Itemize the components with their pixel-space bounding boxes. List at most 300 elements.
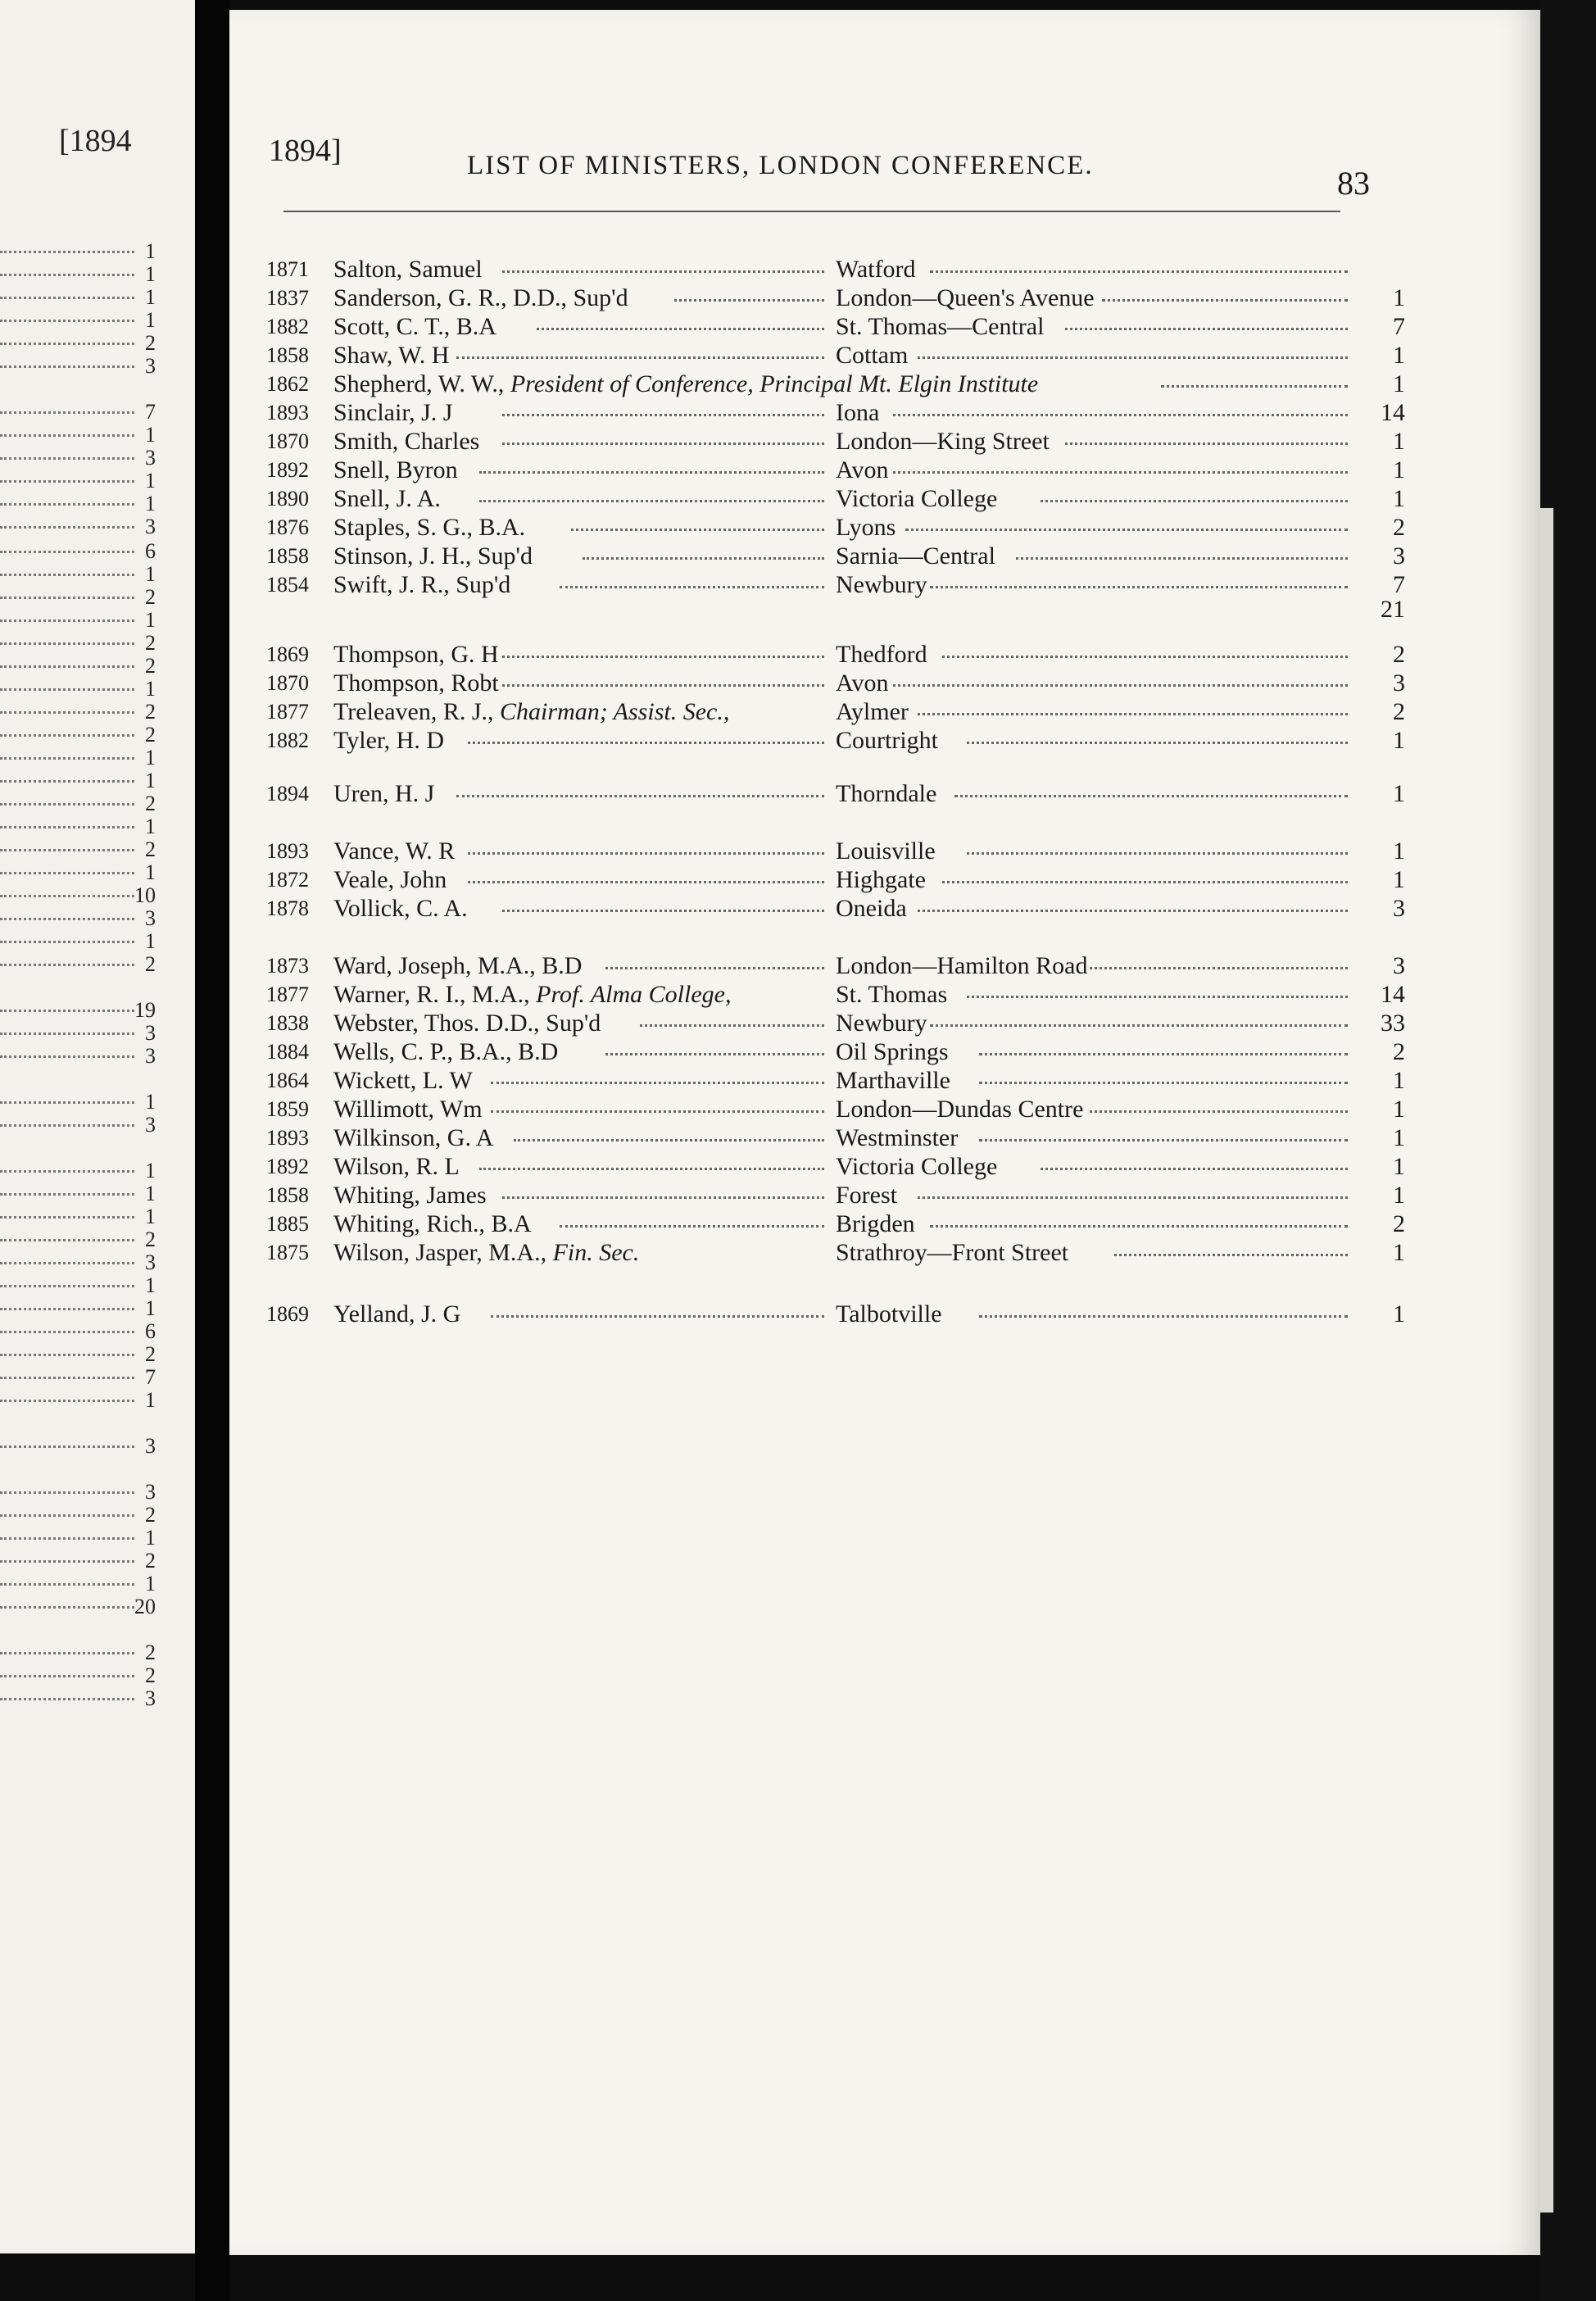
left-page-number: 1	[145, 285, 156, 309]
left-page-number: 2	[145, 1663, 156, 1687]
appointment: London—Queen's Avenue	[836, 284, 1095, 311]
minister-name: Yelland, J. G	[333, 1300, 461, 1328]
leader-dots	[0, 411, 134, 414]
leader-dots	[954, 795, 1348, 797]
left-page-row	[0, 1113, 156, 1137]
years-count: 3	[1393, 542, 1405, 570]
leader-dots	[0, 1675, 134, 1677]
leader-dots	[967, 742, 1348, 744]
left-page-row	[0, 285, 156, 310]
leader-dots	[0, 941, 134, 943]
leader-dots	[1041, 500, 1348, 502]
left-page-row	[0, 492, 156, 516]
years-count: 1	[1393, 1182, 1405, 1209]
minister-entry	[266, 399, 1405, 427]
entry-year: 1877	[266, 700, 309, 724]
appointment: St. Thomas—Central	[836, 313, 1045, 340]
leader-dots	[930, 1024, 1348, 1027]
left-page-number: 1	[145, 562, 156, 586]
left-page-number: 3	[145, 1021, 156, 1045]
minister-entry	[266, 370, 1405, 398]
left-page-number: 2	[145, 631, 156, 655]
leader-dots	[0, 1446, 134, 1448]
left-page-row	[0, 1663, 156, 1688]
left-page-row	[0, 837, 156, 862]
minister-entry	[266, 571, 1405, 599]
minister-name: Staples, S. G., B.A.	[333, 514, 526, 541]
left-page-row	[0, 1205, 156, 1229]
leader-dots	[0, 780, 134, 783]
minister-name: Thompson, G. H	[333, 641, 499, 668]
left-page-row	[0, 1526, 156, 1550]
minister-entry	[266, 456, 1405, 484]
book-gutter	[195, 0, 229, 2301]
left-page-row	[0, 677, 156, 701]
left-page-row	[0, 262, 156, 287]
left-page-row	[0, 998, 156, 1023]
entry-year: 1838	[266, 1011, 309, 1035]
leader-dots	[0, 1606, 134, 1609]
minister-entry	[266, 1124, 1405, 1152]
left-page-row	[0, 1090, 156, 1114]
leader-dots	[0, 480, 134, 483]
leader-dots	[979, 1082, 1348, 1084]
appointment: Avon	[836, 669, 889, 697]
left-page-number: 10	[134, 883, 156, 907]
years-count: 1	[1393, 866, 1405, 893]
leader-dots	[0, 1170, 134, 1173]
minister-name: Wilkinson, G. A	[333, 1124, 494, 1151]
minister-name: Stinson, J. H., Sup'd	[333, 542, 533, 570]
minister-name: Willimott, Wm	[333, 1096, 483, 1123]
left-page-number: 2	[145, 654, 156, 678]
minister-name: Sanderson, G. R., D.D., Sup'd	[333, 284, 628, 311]
left-page-row	[0, 239, 156, 264]
leader-dots	[1102, 299, 1348, 302]
leader-dots	[502, 910, 824, 912]
left-page-row	[0, 1480, 156, 1504]
leader-dots	[930, 586, 1348, 588]
leader-dots	[0, 1331, 134, 1333]
leader-dots	[0, 1537, 134, 1540]
minister-name: Ward, Joseph, M.A., B.D	[333, 952, 583, 979]
left-page-row	[0, 1365, 156, 1390]
header-rule	[283, 211, 1340, 212]
appointment: Westminster	[836, 1124, 959, 1151]
minister-name: Salton, Samuel	[333, 256, 483, 283]
entry-year: 1870	[266, 671, 309, 695]
left-page-number: 1	[145, 1182, 156, 1205]
left-page-row	[0, 1159, 156, 1183]
years-count: 1	[1393, 1153, 1405, 1180]
minister-name: Snell, J. A.	[333, 485, 441, 512]
leader-dots	[0, 343, 134, 345]
entry-year: 1859	[266, 1097, 309, 1121]
entry-year: 1869	[266, 1302, 309, 1326]
minister-name: Warner, R. I., M.A.,	[333, 981, 537, 1008]
entry-year: 1892	[266, 458, 309, 482]
minister-name: Veale, John	[333, 866, 447, 893]
left-page-number: 7	[145, 1365, 156, 1389]
left-page-number: 1	[145, 1526, 156, 1550]
leader-dots	[0, 849, 134, 851]
leader-dots	[979, 1315, 1348, 1318]
left-page-number: 1	[145, 815, 156, 838]
entry-year: 1837	[266, 286, 309, 310]
minister-entry	[266, 1300, 1405, 1328]
leader-dots	[893, 471, 1348, 474]
years-count: 1	[1393, 370, 1405, 397]
entry-year: 1854	[266, 573, 309, 597]
left-page-number: 3	[145, 906, 156, 930]
left-page-number: 1	[145, 1205, 156, 1228]
years-count: 3	[1393, 952, 1405, 979]
left-page-row	[0, 1319, 156, 1344]
left-page-row	[0, 1388, 156, 1413]
minister-name: Wilson, R. L	[333, 1153, 460, 1180]
left-page-number: 3	[145, 446, 156, 470]
leader-dots	[0, 1354, 134, 1356]
left-page-number: 3	[145, 1480, 156, 1504]
entry-year: 1873	[266, 954, 309, 978]
minister-name-wrap	[333, 981, 732, 1009]
left-page-number: 3	[145, 1434, 156, 1458]
leader-dots	[1090, 967, 1348, 969]
entry-year: 1890	[266, 487, 309, 511]
leader-dots	[491, 1110, 824, 1113]
left-page-number: 1	[145, 423, 156, 447]
left-page-number: 19	[134, 998, 156, 1022]
appointment: Thorndale	[836, 780, 937, 807]
left-page-number: 2	[145, 585, 156, 609]
main-page	[229, 10, 1540, 2255]
entry-year: 1872	[266, 868, 309, 892]
left-page-row	[0, 631, 156, 656]
minister-name: Shaw, W. H	[333, 342, 450, 369]
left-page-row	[0, 469, 156, 493]
entry-year: 1894	[266, 782, 309, 806]
years-count: 1	[1393, 342, 1405, 369]
appointment: Newbury	[836, 571, 927, 598]
entry-year: 1882	[266, 315, 309, 338]
leader-dots	[0, 1377, 134, 1379]
left-page-row	[0, 1434, 156, 1459]
minister-entry	[266, 1067, 1405, 1095]
leader-dots	[0, 1216, 134, 1219]
leader-dots	[1016, 557, 1348, 560]
entry-year: 1877	[266, 983, 309, 1006]
entry-year: 1893	[266, 1126, 309, 1150]
minister-role: Chairman; Assist. Sec.,	[500, 698, 730, 725]
leader-dots	[0, 1193, 134, 1196]
right-page-edge	[1540, 0, 1596, 2301]
years-count: 7	[1393, 313, 1405, 340]
minister-entry	[266, 313, 1405, 341]
leader-dots	[560, 586, 824, 588]
minister-entry	[266, 1038, 1405, 1066]
appointment: Strathroy—Front Street	[836, 1239, 1069, 1266]
leader-dots	[0, 620, 134, 622]
leader-dots	[930, 1225, 1348, 1228]
minister-name: Scott, C. T., B.A	[333, 313, 496, 340]
leader-dots	[560, 1225, 824, 1228]
minister-entry	[266, 727, 1405, 755]
left-page-row	[0, 331, 156, 356]
leader-dots	[967, 852, 1348, 855]
years-count: 1	[1393, 1239, 1405, 1266]
minister-entry	[266, 698, 1405, 726]
left-page-row	[0, 1342, 156, 1367]
page-title: LIST OF MINISTERS, LONDON CONFERENCE.	[467, 151, 1094, 180]
leader-dots	[605, 1053, 824, 1055]
leader-dots	[468, 742, 824, 744]
left-page-row	[0, 723, 156, 747]
left-page-row	[0, 354, 156, 379]
years-count: 1	[1393, 1300, 1405, 1328]
left-page-number: 1	[145, 608, 156, 632]
leader-dots	[979, 1053, 1348, 1055]
leader-dots	[0, 1400, 134, 1402]
entry-year: 1876	[266, 515, 309, 539]
appointment: Brigden	[836, 1210, 915, 1237]
left-page-number: 1	[145, 1273, 156, 1297]
years-count: 1	[1393, 428, 1405, 455]
minister-name-wrap	[333, 1239, 639, 1267]
appointment: Aylmer	[836, 698, 909, 725]
left-page-row	[0, 423, 156, 447]
years-count: 3	[1393, 895, 1405, 922]
minister-name: Whiting, Rich., B.A	[333, 1210, 532, 1237]
minister-name: Vollick, C. A.	[333, 895, 468, 922]
leader-dots	[1065, 328, 1348, 330]
appointment: Newbury	[836, 1010, 927, 1037]
leader-dots	[502, 1196, 824, 1199]
years-count: 3	[1393, 669, 1405, 697]
left-page-number: 3	[145, 1044, 156, 1068]
left-page-number: 3	[145, 515, 156, 538]
left-page-row	[0, 1250, 156, 1275]
minister-entry	[266, 1153, 1405, 1181]
leader-dots	[502, 270, 824, 273]
left-page-row	[0, 1228, 156, 1252]
leader-dots	[0, 1514, 134, 1517]
left-page-number: 2	[145, 723, 156, 747]
minister-entry	[266, 952, 1405, 980]
appointment: Talbotville	[836, 1300, 942, 1328]
appointment: Watford	[836, 256, 916, 283]
leader-dots	[456, 356, 824, 359]
leader-dots	[918, 356, 1348, 359]
left-page-number: 3	[145, 1686, 156, 1710]
leader-dots	[468, 852, 824, 855]
left-page-row	[0, 1273, 156, 1298]
left-page-number: 1	[145, 1388, 156, 1412]
left-page-number: 20	[134, 1595, 156, 1618]
left-page-number: 1	[145, 746, 156, 769]
leader-dots	[0, 1124, 134, 1127]
years-count: 1	[1393, 1124, 1405, 1151]
left-page-row	[0, 539, 156, 564]
left-page-row	[0, 792, 156, 816]
left-page-number: 2	[145, 331, 156, 355]
leader-dots	[0, 826, 134, 828]
leader-dots	[674, 299, 824, 302]
left-page-number: 1	[145, 262, 156, 286]
left-page-number: 2	[145, 1549, 156, 1573]
leader-dots	[893, 414, 1348, 416]
left-page-number: 2	[145, 837, 156, 861]
leader-dots	[0, 1262, 134, 1264]
appointment: Victoria College	[836, 485, 998, 512]
appointment: Victoria College	[836, 1153, 998, 1180]
header-year: 1894]	[269, 134, 342, 168]
years-count: 1	[1393, 1067, 1405, 1094]
minister-entry	[266, 514, 1405, 542]
left-page-number: 1	[145, 929, 156, 953]
appointment: London—Dundas Centre	[836, 1096, 1084, 1123]
leader-dots	[0, 1010, 134, 1012]
leader-dots	[0, 597, 134, 599]
years-count: 14	[1381, 399, 1405, 426]
leader-dots	[0, 297, 134, 299]
left-page-row	[0, 1296, 156, 1321]
minister-name: Sinclair, J. J	[333, 399, 453, 426]
minister-entry	[266, 641, 1405, 669]
appointment: Oil Springs	[836, 1038, 949, 1065]
minister-name-wrap	[333, 370, 1038, 398]
leader-dots	[502, 656, 824, 658]
leader-dots	[0, 320, 134, 322]
left-page-number: 3	[145, 354, 156, 378]
left-page-row	[0, 1686, 156, 1711]
left-page-row	[0, 860, 156, 885]
appointment: Lyons	[836, 514, 896, 541]
minister-name: Swift, J. R., Sup'd	[333, 571, 511, 598]
entry-year: 1858	[266, 544, 309, 568]
left-page-row	[0, 1503, 156, 1527]
leader-dots	[0, 918, 134, 920]
left-page-number: 3	[145, 1250, 156, 1274]
appointment: London—King Street	[836, 428, 1050, 455]
leader-dots	[0, 642, 134, 645]
left-page-number: 1	[145, 1090, 156, 1114]
minister-role: President of Conference, Principal Mt. Elgin Institute	[510, 370, 1039, 397]
years-count: 2	[1393, 1038, 1405, 1065]
leader-dots	[0, 711, 134, 714]
leader-dots	[918, 713, 1348, 715]
leader-dots	[479, 1168, 824, 1170]
leader-dots	[468, 881, 824, 883]
appointment: Iona	[836, 399, 880, 426]
entry-year: 1882	[266, 728, 309, 752]
minister-entry	[266, 542, 1405, 570]
left-page-row	[0, 815, 156, 839]
appointment: London—Hamilton Road	[836, 952, 1088, 979]
minister-name: Wilson, Jasper, M.A.,	[333, 1239, 553, 1266]
leader-dots	[0, 434, 134, 437]
minister-entry	[266, 485, 1405, 513]
appointment: Highgate	[836, 866, 926, 893]
leader-dots	[905, 529, 1348, 531]
leader-dots	[967, 996, 1348, 998]
left-page-row	[0, 562, 156, 587]
left-page-number: 2	[145, 1342, 156, 1366]
leader-dots	[0, 1560, 134, 1563]
left-page-number: 7	[145, 400, 156, 424]
leader-dots	[979, 1139, 1348, 1141]
left-page-number: 2	[145, 1641, 156, 1664]
leader-dots	[0, 734, 134, 737]
minister-entry	[266, 1010, 1405, 1037]
leader-dots	[0, 365, 134, 368]
left-page-number: 1	[145, 1572, 156, 1595]
leader-dots	[0, 1032, 134, 1035]
minister-name: Vance, W. R	[333, 837, 456, 865]
left-page-row	[0, 929, 156, 954]
appointment: Avon	[836, 456, 889, 483]
leader-dots	[0, 665, 134, 668]
left-page-row	[0, 1595, 156, 1619]
left-page-number: 6	[145, 1319, 156, 1343]
minister-entry	[266, 895, 1405, 923]
left-page-row	[0, 400, 156, 424]
minister-entry	[266, 284, 1405, 312]
leader-dots	[479, 500, 824, 502]
leader-dots	[1090, 1110, 1348, 1113]
years-count: 2	[1393, 514, 1405, 541]
left-page-number: 3	[145, 1113, 156, 1137]
leader-dots	[0, 574, 134, 576]
left-page-row	[0, 654, 156, 678]
page-edge-sliver	[1540, 508, 1553, 2212]
minister-entry	[266, 1182, 1405, 1210]
left-page-row	[0, 769, 156, 793]
years-count: 1	[1393, 1096, 1405, 1123]
appointment: Cottam	[836, 342, 909, 369]
left-page-row	[0, 1044, 156, 1069]
leader-dots	[0, 803, 134, 806]
left-page-row	[0, 1641, 156, 1665]
left-page-row	[0, 1182, 156, 1206]
leader-dots	[502, 414, 824, 416]
leader-dots	[0, 688, 134, 691]
leader-dots	[0, 1491, 134, 1494]
left-page-row	[0, 446, 156, 470]
left-page-number: 6	[145, 539, 156, 563]
leader-dots	[918, 910, 1348, 912]
entry-year: 1893	[266, 839, 309, 863]
years-count: 1	[1393, 456, 1405, 483]
leader-dots	[640, 1024, 824, 1027]
appointment: Courtright	[836, 727, 938, 754]
entry-year: 1893	[266, 401, 309, 424]
left-page-row	[0, 308, 156, 333]
leader-dots	[571, 529, 824, 531]
minister-entry	[266, 1096, 1405, 1123]
appointment: Forest	[836, 1182, 897, 1209]
leader-dots	[0, 1055, 134, 1058]
leader-dots	[0, 1652, 134, 1654]
left-page-row	[0, 608, 156, 633]
appointment: St. Thomas	[836, 981, 948, 1008]
left-page-row	[0, 700, 156, 724]
entry-year: 1884	[266, 1040, 309, 1064]
leader-dots	[0, 1308, 134, 1310]
leader-dots	[0, 1239, 134, 1241]
minister-name: Treleaven, R. J.,	[333, 698, 501, 725]
years-count: 2	[1393, 698, 1405, 725]
appointment: Thedford	[836, 641, 927, 668]
